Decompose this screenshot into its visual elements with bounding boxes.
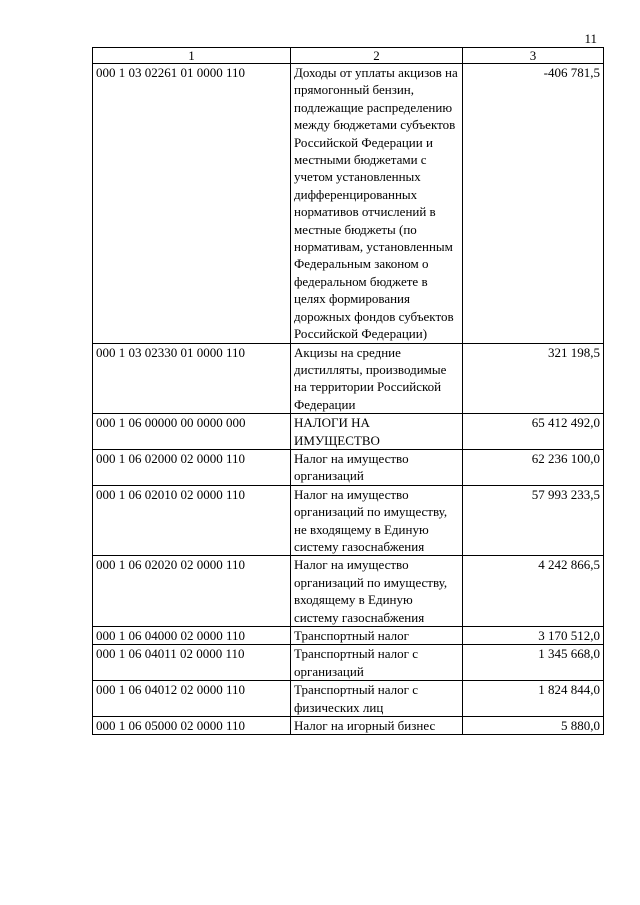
- revenue-amount: 3 170 512,0: [463, 627, 604, 645]
- budget-classification-code: 000 1 06 04012 02 0000 110: [93, 681, 291, 717]
- budget-classification-code: 000 1 06 00000 00 0000 000: [93, 414, 291, 450]
- revenue-item-name: Акцизы на средние дистилляты, производимые на территории Российской Федерации: [291, 343, 463, 414]
- budget-classification-code: 000 1 06 02000 02 0000 110: [93, 449, 291, 485]
- table-row: [93, 414, 604, 450]
- revenue-amount: 62 236 100,0: [463, 449, 604, 485]
- budget-classification-code: 000 1 06 04000 02 0000 110: [93, 627, 291, 645]
- revenue-amount: 5 880,0: [463, 717, 604, 735]
- table-row: [93, 645, 604, 681]
- revenue-amount: 1 345 668,0: [463, 645, 604, 681]
- budget-classification-code: 000 1 06 04011 02 0000 110: [93, 645, 291, 681]
- revenue-item-name: Налог на имущество организаций по имуществу, не входящему в Единую систему газоснабжения: [291, 485, 463, 556]
- revenue-amount: -406 781,5: [463, 64, 604, 344]
- table-row: [93, 717, 604, 735]
- budget-classification-code: 000 1 06 02010 02 0000 110: [93, 485, 291, 556]
- table-row: [93, 556, 604, 627]
- revenue-item-name: Доходы от уплаты акцизов на прямогонный бензин, подлежащие распределению между бюджетами субъектов Российской Федерации и местными бюджетами с учетом установленных дифференцированных нормативов отчислений в местные бюджеты (по нормативам, установленным Федеральным законом о федеральном бюджете в целях формирования дорожных фондов субъектов Российской Федерации): [291, 64, 463, 344]
- table-row: [93, 343, 604, 414]
- revenue-item-name: Налог на имущество организаций: [291, 449, 463, 485]
- revenue-amount: 4 242 866,5: [463, 556, 604, 627]
- revenue-amount: 65 412 492,0: [463, 414, 604, 450]
- budget-revenue-table: [92, 47, 604, 735]
- revenue-item-name: Транспортный налог: [291, 627, 463, 645]
- table-row: [93, 627, 604, 645]
- column-header-name: 2: [291, 48, 463, 64]
- revenue-item-name: Транспортный налог с физических лиц: [291, 681, 463, 717]
- table-row: [93, 449, 604, 485]
- table-row: [93, 681, 604, 717]
- budget-classification-code: 000 1 03 02330 01 0000 110: [93, 343, 291, 414]
- budget-classification-code: 000 1 06 05000 02 0000 110: [93, 717, 291, 735]
- table-header-row: [93, 48, 604, 64]
- page-number: 11: [584, 31, 597, 46]
- revenue-amount: 321 198,5: [463, 343, 604, 414]
- revenue-amount: 1 824 844,0: [463, 681, 604, 717]
- budget-classification-code: 000 1 03 02261 01 0000 110: [93, 64, 291, 344]
- revenue-item-name: Транспортный налог с организаций: [291, 645, 463, 681]
- budget-classification-code: 000 1 06 02020 02 0000 110: [93, 556, 291, 627]
- revenue-amount: 57 993 233,5: [463, 485, 604, 556]
- table-row: [93, 485, 604, 556]
- revenue-item-name: Налог на игорный бизнес: [291, 717, 463, 735]
- revenue-item-name: НАЛОГИ НА ИМУЩЕСТВО: [291, 414, 463, 450]
- column-header-code: 1: [93, 48, 291, 64]
- table-row: [93, 64, 604, 344]
- revenue-item-name: Налог на имущество организаций по имуществу, входящему в Единую систему газоснабжения: [291, 556, 463, 627]
- column-header-amount: 3: [463, 48, 604, 64]
